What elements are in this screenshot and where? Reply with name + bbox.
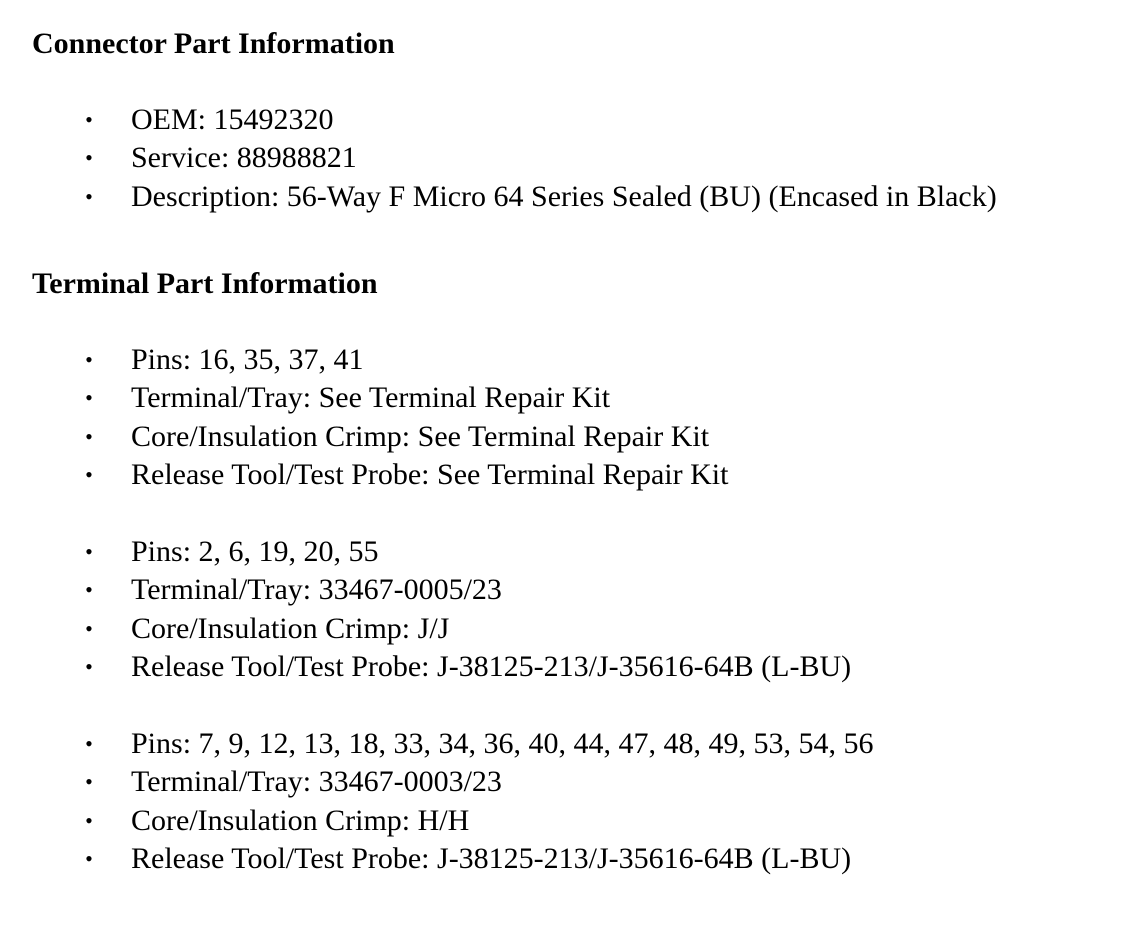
list-item-text: Release Tool/Test Probe: See Terminal Repair Kit — [131, 458, 729, 492]
list-item-text: Release Tool/Test Probe: J-38125-213/J-35616-64B (L-BU) — [131, 650, 852, 684]
list-item — [0, 725, 1136, 763]
list-item-text: Pins: 7, 9, 12, 13, 18, 33, 34, 36, 40, 44, 47, 48, 49, 53, 54, 56 — [131, 727, 874, 760]
list-item — [0, 571, 1136, 609]
bullet: • — [85, 846, 93, 872]
list-item-text: Core/Insulation Crimp: J/J — [131, 611, 450, 645]
bullet: • — [85, 107, 93, 132]
bullet: • — [85, 423, 93, 449]
bullet: • — [85, 731, 93, 756]
bullet: • — [85, 577, 93, 603]
bullet: • — [85, 347, 93, 372]
bullet: • — [85, 654, 93, 680]
list-item — [0, 341, 1136, 379]
list-item-text: Description: 56-Way F Micro 64 Series Sealed (BU) (Encased in Black) — [131, 179, 997, 213]
list-item-text: Terminal/Tray: 33467-0005/23 — [131, 573, 502, 607]
terminal-group-1-list — [0, 341, 1136, 495]
list-item-text: Terminal/Tray: 33467-0003/23 — [131, 765, 502, 799]
list-item-text: Pins: 2, 6, 19, 20, 55 — [131, 535, 379, 568]
terminal-group-2-list — [0, 533, 1136, 687]
list-item-text: Core/Insulation Crimp: H/H — [131, 803, 470, 837]
list-item-text: Pins: 16, 35, 37, 41 — [131, 343, 364, 376]
list-item — [0, 418, 1136, 456]
connector-info-list — [0, 101, 1136, 216]
bullet: • — [85, 145, 93, 171]
terminal-heading: Terminal Part Information — [32, 267, 378, 300]
bullet: • — [85, 769, 93, 795]
connector-heading: Connector Part Information — [32, 27, 395, 60]
bullet: • — [85, 539, 93, 564]
list-item-text: Terminal/Tray: See Terminal Repair Kit — [131, 381, 611, 415]
list-item — [0, 840, 1136, 878]
list-item — [0, 802, 1136, 840]
list-item-text: Release Tool/Test Probe: J-38125-213/J-35616-64B (L-BU) — [131, 842, 852, 876]
terminal-group-3-list — [0, 725, 1136, 879]
list-item — [0, 456, 1136, 494]
list-item — [0, 533, 1136, 571]
bullet: • — [85, 615, 93, 641]
list-item — [0, 763, 1136, 801]
list-item-text: Core/Insulation Crimp: See Terminal Repair Kit — [131, 419, 710, 453]
list-item — [0, 178, 1136, 216]
list-item — [0, 139, 1136, 177]
list-item — [0, 610, 1136, 648]
bullet: • — [85, 183, 93, 209]
list-item — [0, 101, 1136, 139]
bullet: • — [85, 462, 93, 488]
bullet: • — [85, 807, 93, 833]
list-item-text: Service: 88988821 — [131, 141, 357, 175]
list-item — [0, 648, 1136, 686]
list-item — [0, 379, 1136, 417]
bullet: • — [85, 385, 93, 411]
list-item-text: OEM: 15492320 — [131, 103, 334, 136]
